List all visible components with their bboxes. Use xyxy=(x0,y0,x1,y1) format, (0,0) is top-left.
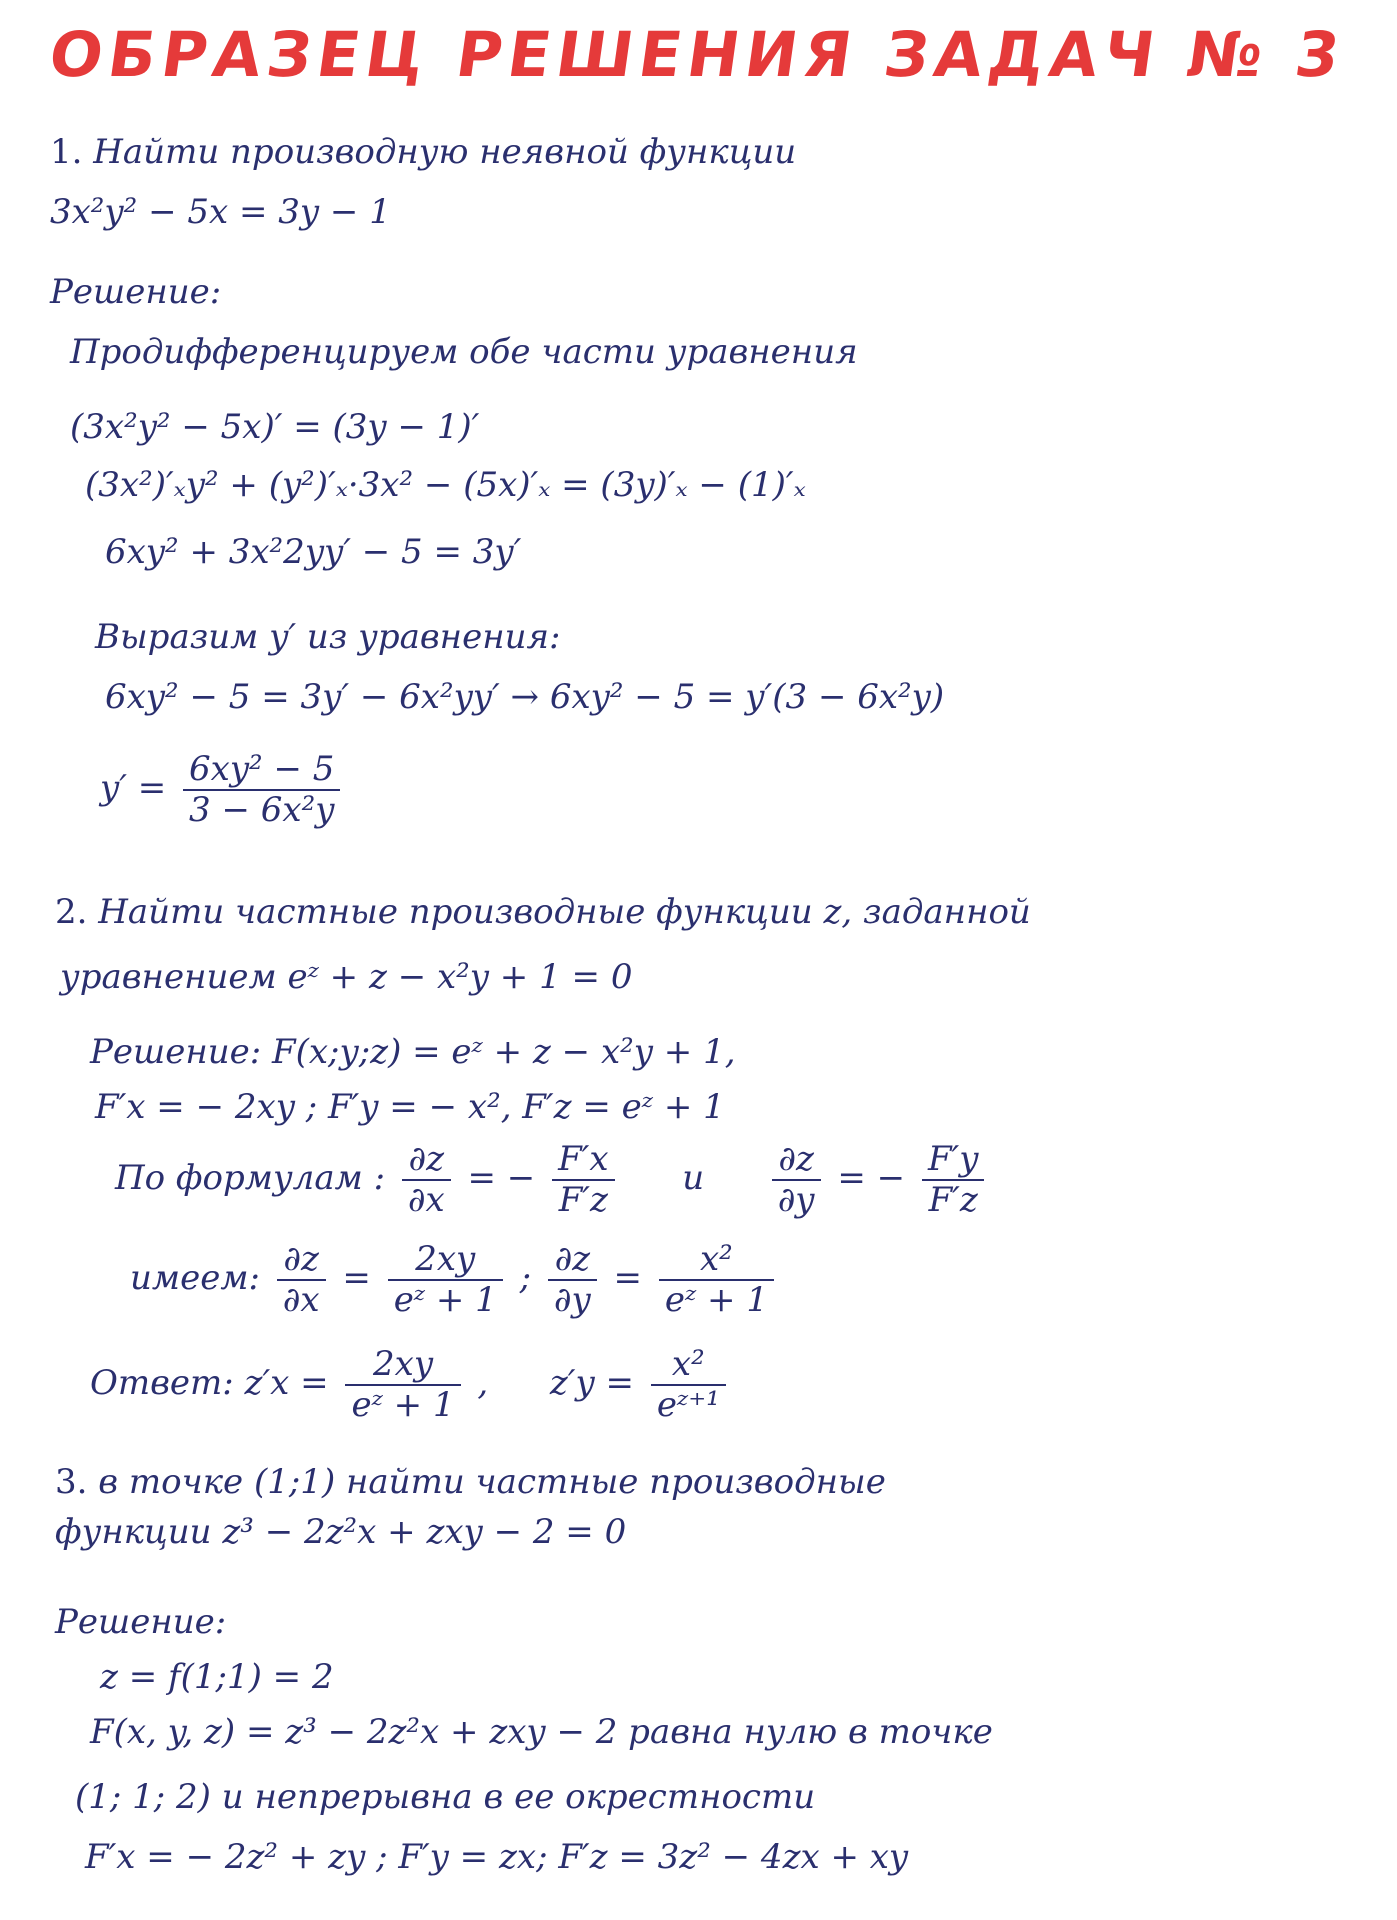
task2-statement: Найти частные производные функции z, заданной xyxy=(98,892,1031,932)
task2-have xyxy=(130,1240,780,1320)
formula2-lhs xyxy=(772,1140,821,1220)
task2-number: 2. xyxy=(55,892,88,932)
formula2-lhs-den: ∂y xyxy=(777,1180,815,1221)
task2-answer-label: Ответ: xyxy=(90,1363,234,1404)
task3-line4: F′x = − 2z² + zy ; F′y = zx; F′z = 3z² − 4zx + xy xyxy=(85,1837,909,1877)
answer1-fraction xyxy=(345,1345,460,1425)
formula1-lhs-num: ∂z xyxy=(402,1140,451,1181)
task3-line3: (1; 1; 2) и непрерывна в ее окрестности xyxy=(75,1777,816,1817)
answer-separator: , xyxy=(477,1363,489,1404)
task1-statement-line xyxy=(50,132,797,172)
formula2-equals: = − xyxy=(837,1158,906,1199)
task3-statement2: функции z³ − 2z²x + zxy − 2 = 0 xyxy=(55,1512,627,1552)
formula1-rhs-num: F′x xyxy=(552,1140,615,1181)
task1-statement: Найти производную неявной функции xyxy=(93,132,797,172)
answer2-fraction xyxy=(651,1345,726,1425)
task3-line1: z = f(1;1) = 2 xyxy=(100,1657,334,1697)
have2-lhs xyxy=(548,1240,597,1320)
answer1-den: eᶻ + 1 xyxy=(351,1385,455,1426)
have1-equals: = xyxy=(342,1258,371,1299)
task1-step2: (3x²)′ₓy² + (y²)′ₓ·3x² − (5x)′ₓ = (3y)′ₓ − (1)′ₓ xyxy=(85,465,806,505)
task1-step-text: Продифференцируем обе части уравнения xyxy=(70,332,858,372)
formula1-rhs xyxy=(552,1140,615,1220)
formula1-equals: = − xyxy=(467,1158,536,1199)
answer2-den: eᶻ⁺¹ xyxy=(656,1385,720,1426)
task2-partials: F′x = − 2xy ; F′y = − x², F′z = eᶻ + 1 xyxy=(95,1087,725,1127)
task1-result xyxy=(100,750,346,830)
task2-answer xyxy=(90,1345,732,1425)
have1-lhs-den: ∂x xyxy=(282,1280,320,1321)
formula2-rhs-num: F′y xyxy=(922,1140,985,1181)
task1-express-text: Выразим y′ из уравнения: xyxy=(95,617,561,657)
task2-formulas xyxy=(115,1140,990,1220)
task2-formula-label: По формулам : xyxy=(115,1158,386,1199)
have1-rhs xyxy=(388,1240,503,1320)
task3-line2: F(x, y, z) = z³ − 2z²x + zxy − 2 равна нулю в точке xyxy=(90,1712,993,1752)
answer1-lhs: z′x = xyxy=(244,1363,329,1404)
have1-lhs-num: ∂z xyxy=(277,1240,326,1281)
have2-lhs-den: ∂y xyxy=(553,1280,591,1321)
task1-solution-label: Решение: xyxy=(50,272,222,312)
task3-solution-label: Решение: xyxy=(55,1602,227,1642)
task3-statement: в точке (1;1) найти частные производные xyxy=(98,1462,886,1502)
task1-number: 1. xyxy=(50,132,83,172)
formula2-rhs-den: F′z xyxy=(928,1180,978,1221)
have2-rhs-num: x² xyxy=(659,1240,774,1281)
have2-rhs xyxy=(659,1240,774,1320)
have2-lhs-num: ∂z xyxy=(548,1240,597,1281)
have1-rhs-num: 2xy xyxy=(388,1240,503,1281)
task1-step4: 6xy² − 5 = 3y′ − 6x²yy′ → 6xy² − 5 = y′(3 − 6x²y) xyxy=(105,677,945,717)
answer1-num: 2xy xyxy=(345,1345,460,1386)
task2-statement-line xyxy=(55,892,1031,932)
answer2-lhs: z′y = xyxy=(549,1363,634,1404)
have2-equals: = xyxy=(613,1258,643,1299)
answer2-num: x² xyxy=(651,1345,726,1386)
formula1-lhs-den: ∂x xyxy=(407,1180,445,1221)
task2-statement2: уравнением eᶻ + z − x²y + 1 = 0 xyxy=(60,957,633,997)
formula2-rhs xyxy=(922,1140,985,1220)
formula-and: и xyxy=(682,1158,705,1199)
task2-solution-line: Решение: F(x;y;z) = eᶻ + z − x²y + 1, xyxy=(90,1032,736,1072)
have1-rhs-den: eᶻ + 1 xyxy=(393,1280,497,1321)
task3-statement-line xyxy=(55,1462,886,1502)
task1-step3: 6xy² + 3x²2yy′ − 5 = 3y′ xyxy=(105,532,522,572)
have-separator: ; xyxy=(519,1258,532,1299)
task3-number: 3. xyxy=(55,1462,88,1502)
page-title: ОБРАЗЕЦ РЕШЕНИЯ ЗАДАЧ № 3 xyxy=(44,18,1351,91)
have2-rhs-den: eᶻ + 1 xyxy=(664,1280,768,1321)
task1-result-numerator: 6xy² − 5 xyxy=(183,750,340,791)
task1-result-denominator: 3 − 6x²y xyxy=(189,790,335,831)
formula1-lhs xyxy=(402,1140,451,1220)
task1-step1: (3x²y² − 5x)′ = (3y − 1)′ xyxy=(70,407,480,447)
formula2-lhs-num: ∂z xyxy=(772,1140,821,1181)
task1-result-lhs: y′ = xyxy=(100,768,167,809)
have1-lhs xyxy=(277,1240,326,1320)
task1-equation: 3x²y² − 5x = 3y − 1 xyxy=(50,192,391,232)
formula1-rhs-den: F′z xyxy=(558,1180,608,1221)
task2-have-label: имеем: xyxy=(130,1258,260,1299)
task1-result-fraction xyxy=(183,750,340,830)
